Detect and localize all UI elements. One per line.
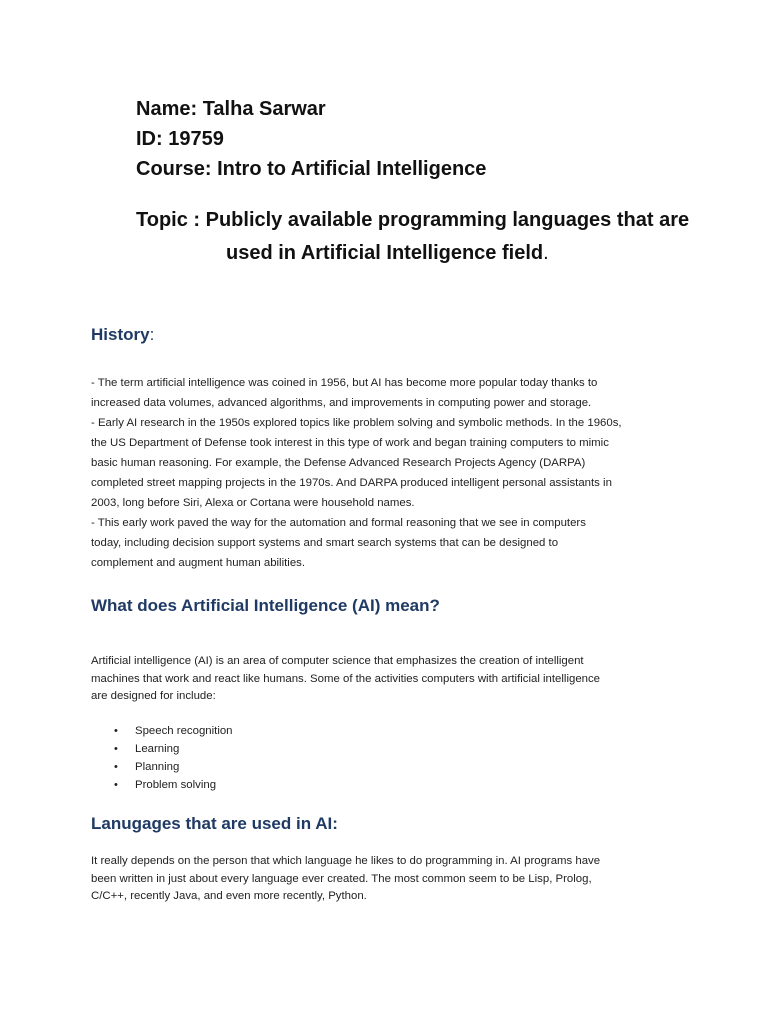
paragraph-line: the US Department of Defense took interest in this type of work and began training computers to mimic bbox=[91, 437, 609, 449]
list-item bbox=[114, 776, 233, 794]
paragraph-line: basic human reasoning. For example, the Defense Advanced Research Projects Agency (DARPA) bbox=[91, 457, 586, 469]
paragraph-line: machines that work and react like humans. Some of the activities computers with artificial intelligence bbox=[91, 672, 601, 685]
list-item bbox=[114, 758, 233, 776]
bullet-icon: • bbox=[114, 779, 118, 791]
paragraph-line: Artificial intelligence (AI) is an area of computer science that emphasizes the creation of intelligent bbox=[91, 655, 584, 667]
paragraph-line: completed street mapping projects in the 1970s. And DARPA produced intelligent personal assistants in bbox=[91, 477, 612, 489]
topic-line-1: Topic : Publicly available programming languages that are bbox=[136, 209, 690, 231]
bullet-icon: • bbox=[114, 743, 118, 755]
list-item-text: Problem solving bbox=[135, 779, 217, 791]
history-heading-colon: : bbox=[149, 325, 155, 344]
paragraph-line: - Early AI research in the 1950s explored topics like problem solving and symbolic methods. In the 1960s, bbox=[91, 417, 622, 429]
topic-line-2 bbox=[136, 237, 736, 270]
languages-paragraph bbox=[91, 853, 691, 906]
list-item-text: Learning bbox=[135, 743, 180, 755]
paragraph-line: today, including decision support systems and smart search systems that can be designed to bbox=[91, 537, 559, 549]
course-name: Course: Intro to Artificial Intelligence bbox=[136, 158, 487, 180]
list-item bbox=[114, 740, 233, 758]
student-info bbox=[136, 94, 486, 184]
paragraph-line: C/C++, recently Java, and even more recently, Python. bbox=[91, 890, 367, 902]
topic-title bbox=[136, 204, 736, 270]
history-heading bbox=[91, 325, 154, 345]
paragraph-line: complement and augment human abilities. bbox=[91, 557, 306, 569]
list-item-text: Speech recognition bbox=[135, 725, 233, 737]
paragraph-line: - This early work paved the way for the automation and formal reasoning that we see in computers bbox=[91, 517, 586, 529]
paragraph-line: - The term artificial intelligence was coined in 1956, but AI has become more popular today thanks to bbox=[91, 377, 598, 389]
topic-period: . bbox=[543, 242, 549, 264]
paragraph-line: 2003, long before Siri, Alexa or Cortana were household names. bbox=[91, 497, 415, 509]
list-item-text: Planning bbox=[135, 761, 180, 773]
topic-line-2-text: used in Artificial Intelligence field bbox=[226, 242, 544, 264]
bullet-icon: • bbox=[114, 725, 118, 737]
paragraph-line: been written in just about every language ever created. The most common seem to be Lisp, Prolog, bbox=[91, 872, 592, 885]
paragraph-line: are designed for include: bbox=[91, 690, 216, 702]
paragraph-line: increased data volumes, advanced algorithms, and improvements in computing power and storage. bbox=[91, 397, 592, 409]
ai-meaning-paragraph bbox=[91, 653, 691, 706]
ai-activities-list bbox=[114, 722, 233, 794]
bullet-icon: • bbox=[114, 761, 118, 773]
student-id: ID: 19759 bbox=[136, 128, 224, 150]
student-name: Name: Talha Sarwar bbox=[136, 98, 326, 120]
list-item bbox=[114, 722, 233, 740]
history-heading-text: History bbox=[91, 325, 150, 344]
languages-heading: Lanugages that are used in AI: bbox=[91, 814, 338, 833]
ai-meaning-heading: What does Artificial Intelligence (AI) mean? bbox=[91, 596, 440, 615]
history-paragraph bbox=[91, 373, 691, 573]
paragraph-line: It really depends on the person that which language he likes to do programming in. AI programs have bbox=[91, 855, 601, 867]
